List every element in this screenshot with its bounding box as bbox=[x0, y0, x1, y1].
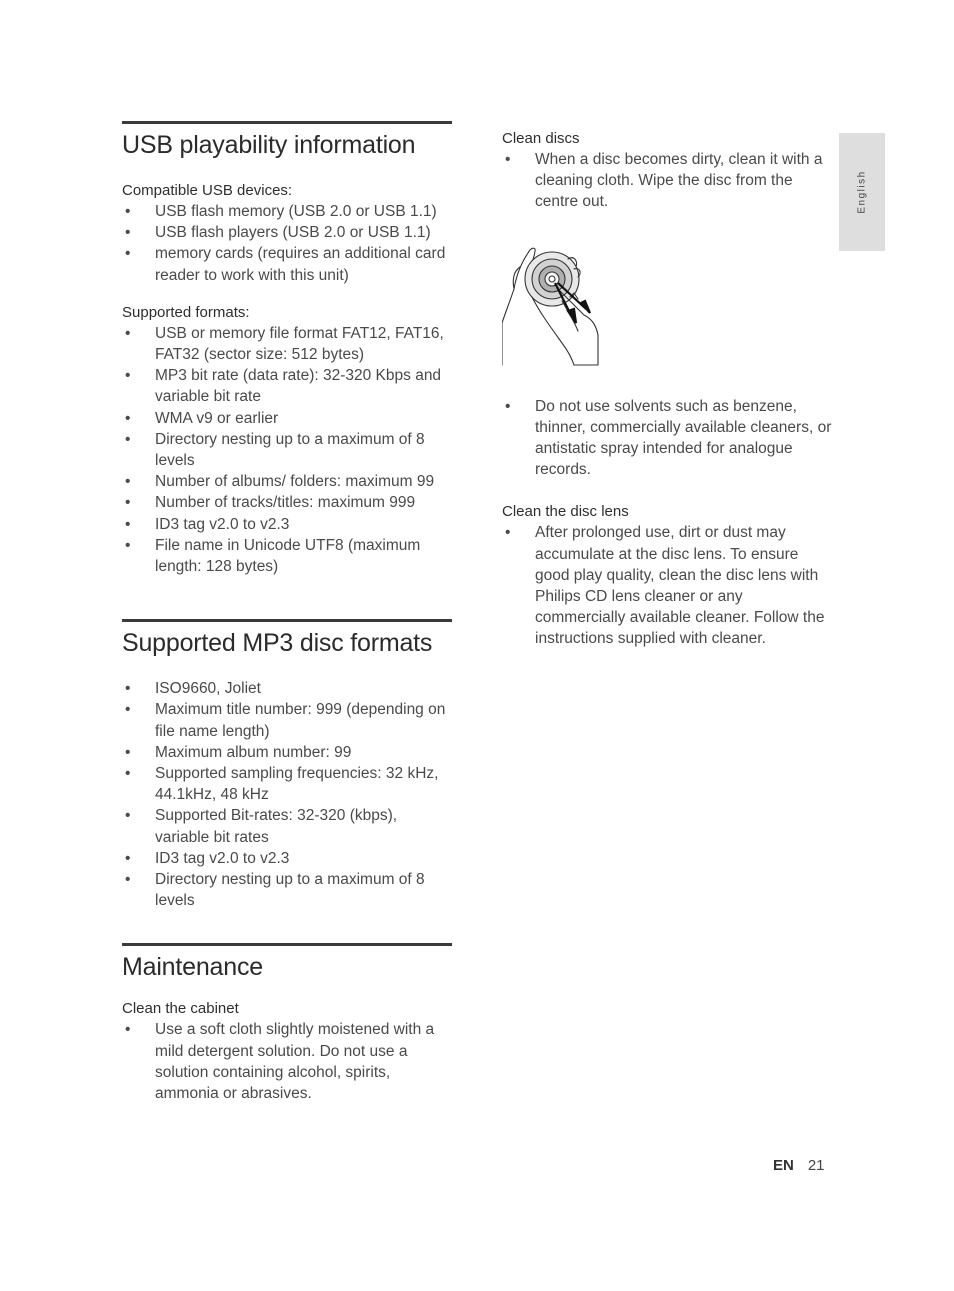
list-item: • When a disc becomes dirty, clean it with a cleaning cloth. Wipe the disc from the centre out. bbox=[502, 149, 832, 213]
right-column bbox=[502, 128, 832, 650]
list-item: • USB flash players (USB 2.0 or USB 1.1) bbox=[122, 222, 452, 243]
page-number: 21 bbox=[807, 1157, 825, 1174]
usb-section-title: USB playability information bbox=[122, 131, 416, 159]
clean-cabinet-list bbox=[122, 1019, 452, 1104]
list-item: • ISO9660, Joliet bbox=[122, 678, 452, 699]
clean-lens-label: Clean the disc lens bbox=[502, 503, 629, 521]
list-item: • Number of tracks/titles: maximum 999 bbox=[122, 492, 452, 513]
mp3-formats-list bbox=[122, 678, 452, 911]
language-side-tab bbox=[839, 133, 885, 251]
compatible-devices-list bbox=[122, 201, 452, 286]
compatible-devices-label: Compatible USB devices: bbox=[122, 182, 293, 199]
clean-discs-label: Clean discs bbox=[502, 130, 580, 147]
list-item: • USB or memory file format FAT12, FAT16, FAT32 (sector size: 512 bytes) bbox=[122, 323, 452, 365]
list-item: • Directory nesting up to a maximum of 8 levels bbox=[122, 429, 452, 471]
page-footer bbox=[773, 1157, 825, 1174]
clean-cabinet-label: Clean the cabinet bbox=[122, 1000, 239, 1018]
supported-formats-label: Supported formats: bbox=[122, 303, 250, 321]
list-item: • Directory nesting up to a maximum of 8 levels bbox=[122, 869, 452, 911]
list-item: • WMA v9 or earlier bbox=[122, 408, 452, 429]
list-item: • MP3 bit rate (data rate): 32-320 Kbps and variable bit rate bbox=[122, 365, 452, 407]
mp3-section-title: Supported MP3 disc formats bbox=[122, 629, 433, 658]
list-item: • USB flash memory (USB 2.0 or USB 1.1) bbox=[122, 201, 452, 222]
maintenance-section bbox=[122, 943, 452, 1104]
clean-lens-list bbox=[502, 522, 832, 649]
maintenance-title: Maintenance bbox=[122, 953, 263, 982]
list-item: • Maximum title number: 999 (depending on file name length) bbox=[122, 699, 452, 741]
list-item: • ID3 tag v2.0 to v2.3 bbox=[122, 514, 452, 535]
list-item: • memory cards (requires an additional card reader to work with this unit) bbox=[122, 243, 452, 285]
list-item: • Number of albums/ folders: maximum 99 bbox=[122, 471, 452, 492]
list-item: • ID3 tag v2.0 to v2.3 bbox=[122, 848, 452, 869]
supported-formats-list bbox=[122, 323, 452, 577]
list-item: • Maximum album number: 99 bbox=[122, 742, 452, 763]
list-item: • Supported Bit-rates: 32-320 (kbps), variable bit rates bbox=[122, 805, 452, 847]
clean-discs-list bbox=[502, 149, 832, 213]
list-item: • After prolonged use, dirt or dust may accumulate at the disc lens. To ensure good play quality, clean the disc lens with Philips CD lens cleaner or any commercially available cleaner. Follow the instructions supplied with cleaner. bbox=[502, 522, 832, 649]
language-tab-label: English bbox=[856, 170, 868, 214]
disc-cleaning-illustration bbox=[502, 239, 600, 367]
usb-section bbox=[122, 121, 452, 577]
solvents-warning-list bbox=[502, 396, 832, 481]
left-column bbox=[122, 121, 452, 1104]
mp3-section bbox=[122, 619, 452, 911]
footer-language: EN bbox=[773, 1157, 794, 1174]
list-item: • Do not use solvents such as benzene, thinner, commercially available cleaners, or antistatic spray intended for analogue records. bbox=[502, 396, 832, 481]
list-item: • File name in Unicode UTF8 (maximum length: 128 bytes) bbox=[122, 535, 452, 577]
list-item: • Supported sampling frequencies: 32 kHz, 44.1kHz, 48 kHz bbox=[122, 763, 452, 805]
list-item: • Use a soft cloth slightly moistened with a mild detergent solution. Do not use a solution containing alcohol, spirits, ammonia or abrasives. bbox=[122, 1019, 452, 1104]
